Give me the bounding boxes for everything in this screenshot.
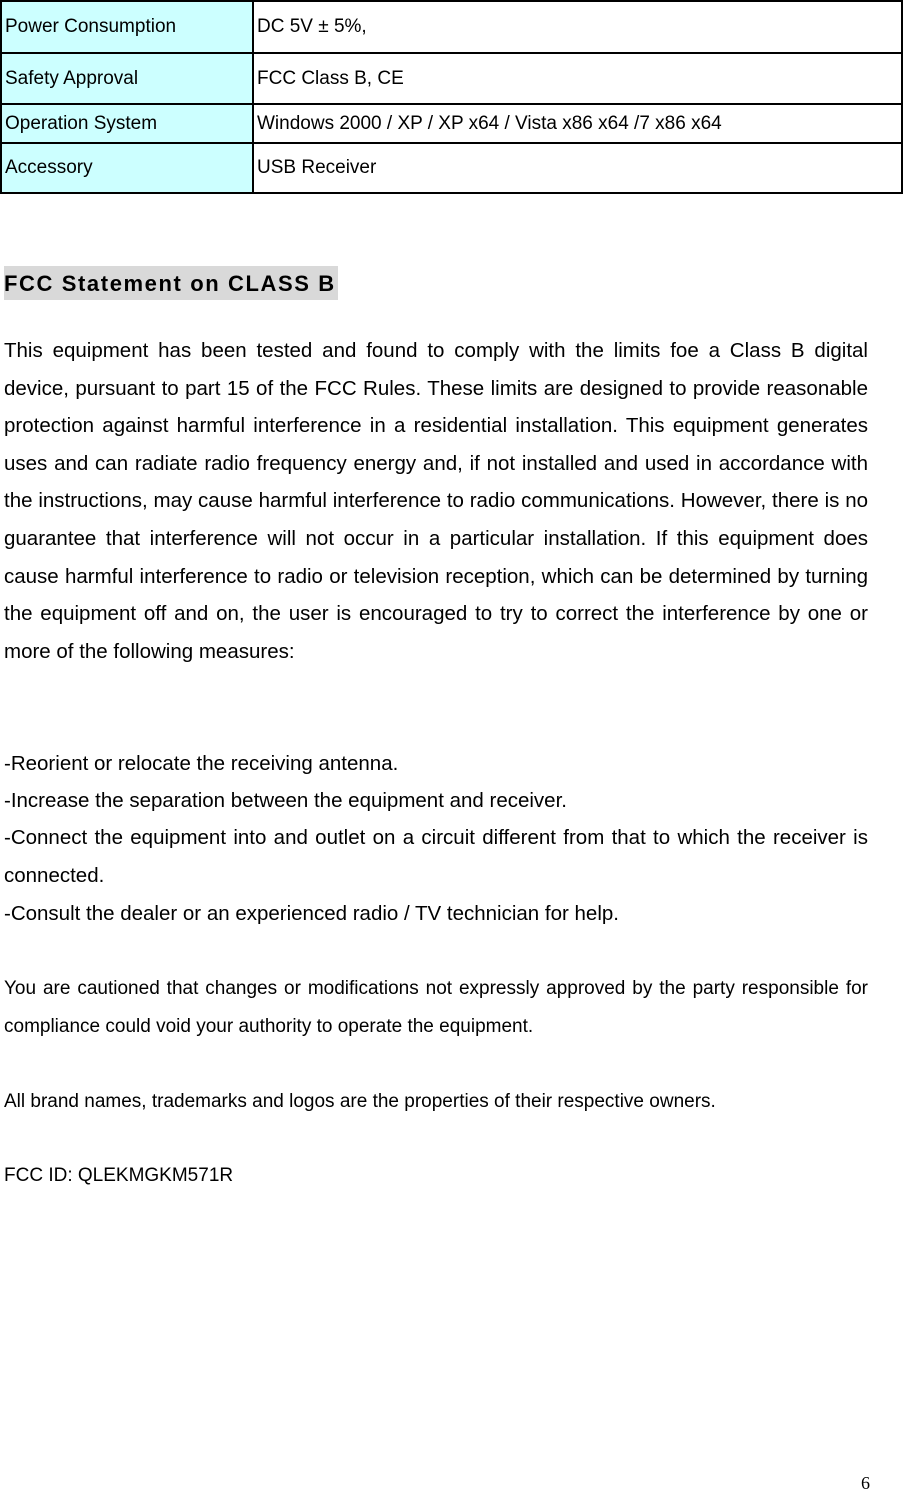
- measure-item: -Connect the equipment into and outlet on a circuit different from that to which the receiver is connected.: [4, 826, 868, 887]
- fcc-paragraph: This equipment has been tested and found to comply with the limits foe a Class B digital device, pursuant to part 15 of the FCC Rules. These limits are designed to provide reasonable protection against harmful interference in a residential installation. This equipment generates uses and can radiate radio frequency energy and, if not installed and used in accordance with the instructions, may cause harmful interference to radio communications. However, there is no guarantee that interference will not occur in a particular installation. If this equipment does cause harmful interference to radio or television reception, which can be determined by turning the equipment off and on, the user is encouraged to try to correct the interference by one or more of the following measures:: [4, 339, 868, 663]
- measure-item: -Reorient or relocate the receiving antenna.: [4, 752, 399, 775]
- trademark-notice: All brand names, trademarks and logos are the properties of their respective owners.: [4, 1091, 716, 1112]
- spec-label: Accessory: [1, 143, 253, 193]
- table-row: [1, 104, 902, 143]
- spec-table: [0, 0, 903, 194]
- spec-value: DC 5V ± 5%,: [253, 1, 902, 53]
- fcc-id: FCC ID: QLEKMGKM571R: [4, 1165, 234, 1186]
- fcc-heading: FCC Statement on CLASS B: [4, 266, 338, 300]
- spec-value: Windows 2000 / XP / XP x64 / Vista x86 x64 /7 x86 x64: [253, 104, 902, 143]
- spec-value: FCC Class B, CE: [253, 53, 902, 104]
- caution-text: You are cautioned that changes or modifications not expressly approved by the party responsible for compliance could void your authority to operate the equipment.: [4, 978, 868, 1037]
- measure-item: -Increase the separation between the equipment and receiver.: [4, 789, 567, 812]
- spec-label: Operation System: [1, 104, 253, 143]
- spec-value: USB Receiver: [253, 143, 902, 193]
- measure-item: -Consult the dealer or an experienced radio / TV technician for help.: [4, 902, 619, 925]
- table-row: [1, 53, 902, 104]
- table-row: [1, 143, 902, 193]
- spec-label: Power Consumption: [1, 1, 253, 53]
- page-number: 6: [861, 1473, 870, 1493]
- table-row: [1, 1, 902, 53]
- spec-label: Safety Approval: [1, 53, 253, 104]
